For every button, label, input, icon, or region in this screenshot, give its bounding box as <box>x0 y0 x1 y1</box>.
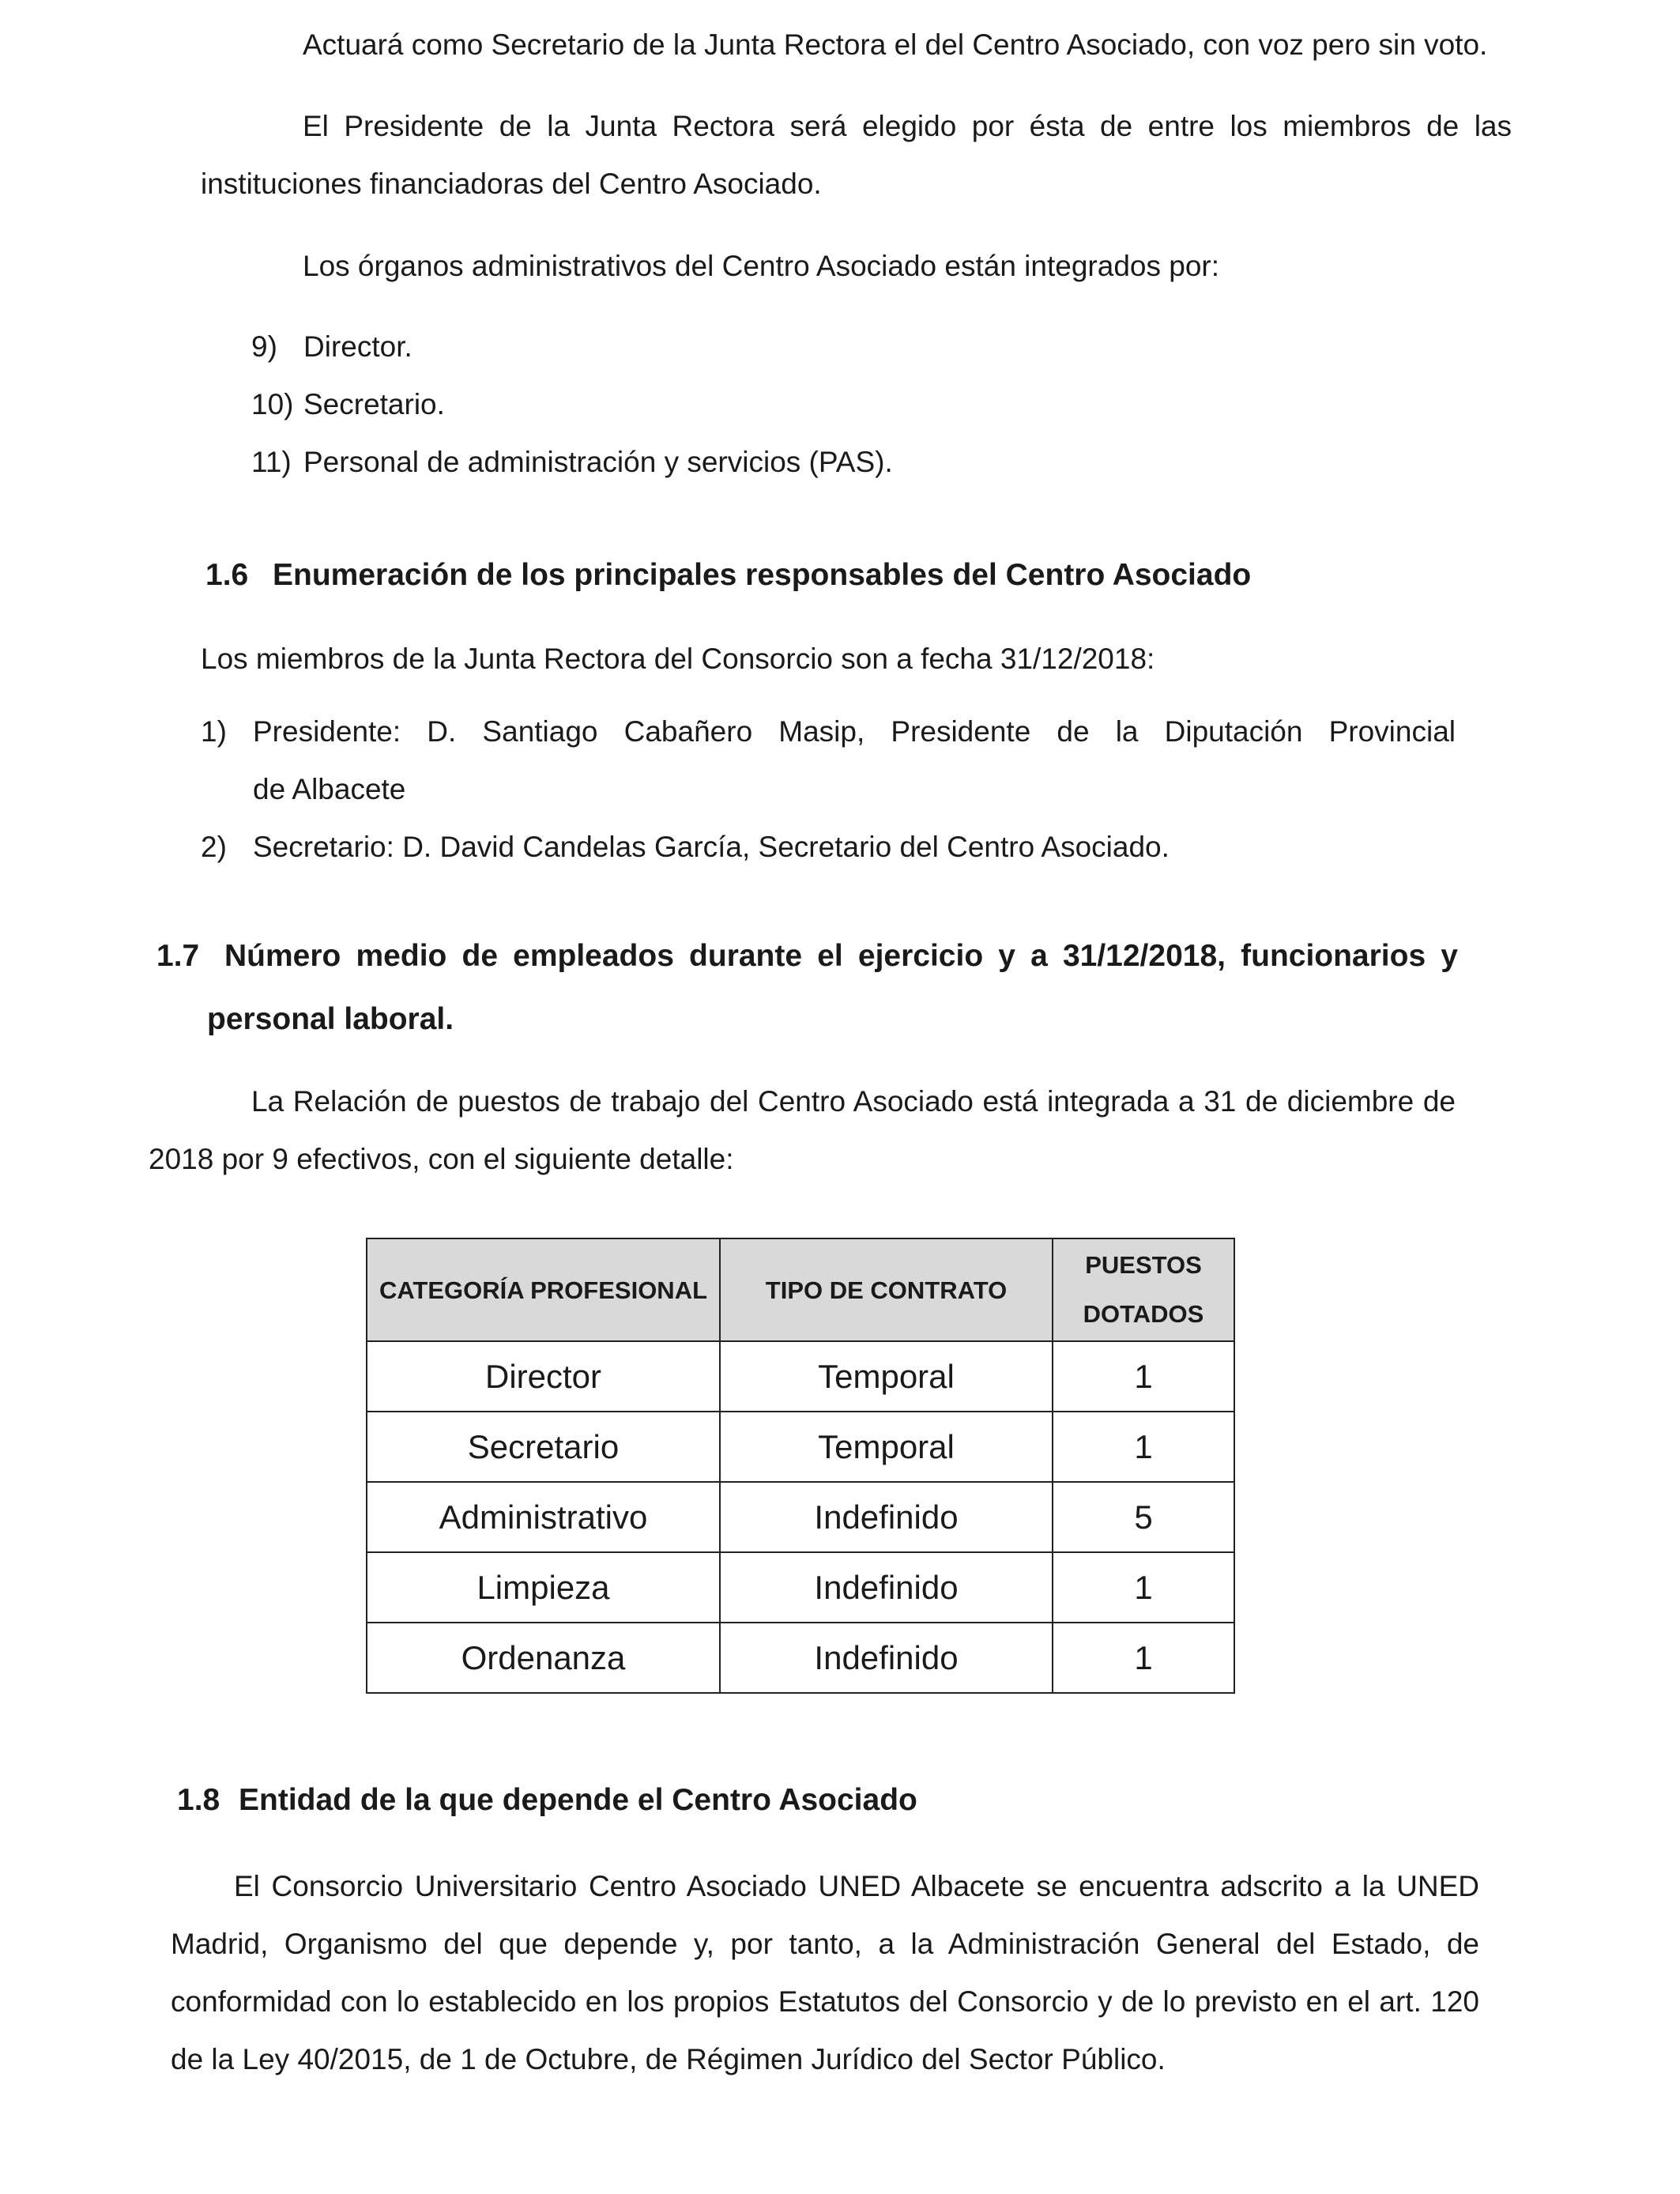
table-row <box>367 1482 1234 1552</box>
column-header: CATEGORÍA PROFESIONAL <box>367 1238 720 1341</box>
paragraph-presidente-line1: El Presidente de la Junta Rectora será elegido por ésta de entre los miembros de las <box>303 110 1512 142</box>
section-number: 1.6 <box>205 558 249 592</box>
table-row <box>367 1623 1234 1693</box>
table-cell: Indefinido <box>720 1623 1053 1693</box>
table-cell: Temporal <box>720 1341 1053 1412</box>
table-cell: Administrativo <box>367 1482 720 1552</box>
section-heading: Entidad de la que depende el Centro Asociado <box>239 1783 917 1817</box>
list-item: Personal de administración y servicios (PAS). <box>303 446 893 478</box>
section-number: 1.8 <box>177 1783 220 1817</box>
table-cell: Director <box>367 1341 720 1412</box>
column-header-line: DOTADOS <box>1083 1300 1204 1328</box>
puestos-table <box>366 1238 1235 1694</box>
section-paragraph-line1: La Relación de puestos de trabajo del Centro Asociado está integrada a 31 de diciembre de <box>251 1085 1456 1118</box>
table-cell: 1 <box>1053 1623 1234 1693</box>
list-item: Presidente: D. Santiago Cabañero Masip, Presidente de la Diputación Provincial <box>253 715 1456 748</box>
list-item: Director. <box>303 330 412 363</box>
list-item-number: 1) <box>201 715 227 748</box>
table-cell: Indefinido <box>720 1552 1053 1623</box>
section-paragraph-line: El Consorcio Universitario Centro Asociado UNED Albacete se encuentra adscrito a la UNED <box>234 1870 1479 1902</box>
table-cell: 1 <box>1053 1412 1234 1482</box>
table-cell: 1 <box>1053 1341 1234 1412</box>
section-paragraph-line: de la Ley 40/2015, de 1 de Octubre, de Régimen Jurídico del Sector Público. <box>171 2043 1166 2075</box>
column-header-line: PUESTOS <box>1085 1251 1202 1279</box>
table-cell: Limpieza <box>367 1552 720 1623</box>
column-header <box>1053 1238 1234 1341</box>
table-cell: 5 <box>1053 1482 1234 1552</box>
table-cell: Indefinido <box>720 1482 1053 1552</box>
column-header: TIPO DE CONTRATO <box>720 1238 1053 1341</box>
section-intro: Los miembros de la Junta Rectora del Consorcio son a fecha 31/12/2018: <box>201 643 1155 675</box>
table-row <box>367 1552 1234 1623</box>
list-item-continuation: de Albacete <box>253 773 406 805</box>
section-heading: Enumeración de los principales responsables del Centro Asociado <box>273 558 1252 592</box>
table-cell: Ordenanza <box>367 1623 720 1693</box>
section-heading: Número medio de empleados durante el ejercicio y a 31/12/2018, funcionarios y <box>224 939 1458 973</box>
section-number: 1.7 <box>156 939 200 973</box>
paragraph-secretario: Actuará como Secretario de la Junta Rectora el del Centro Asociado, con voz pero sin voto. <box>303 28 1488 61</box>
table-row <box>367 1412 1234 1482</box>
list-item-number: 11) <box>251 446 292 478</box>
table-cell: 1 <box>1053 1552 1234 1623</box>
table-cell: Temporal <box>720 1412 1053 1482</box>
list-item-number: 2) <box>201 831 227 863</box>
section-paragraph-line2: 2018 por 9 efectivos, con el siguiente detalle: <box>149 1143 734 1175</box>
list-item: Secretario. <box>303 388 445 420</box>
section-heading-continuation: personal laboral. <box>207 1002 454 1036</box>
table-cell: Secretario <box>367 1412 720 1482</box>
paragraph-organos: Los órganos administrativos del Centro Asociado están integrados por: <box>303 250 1220 282</box>
table-row <box>367 1341 1234 1412</box>
section-paragraph-line: conformidad con lo establecido en los propios Estatutos del Consorcio y de lo previsto en el art. 120 <box>171 1985 1479 2018</box>
table-header-row <box>367 1238 1234 1341</box>
list-item: Secretario: D. David Candelas García, Secretario del Centro Asociado. <box>253 831 1170 863</box>
list-item-number: 10) <box>251 388 294 420</box>
paragraph-presidente-line2: instituciones financiadoras del Centro Asociado. <box>201 168 822 200</box>
section-paragraph-line: Madrid, Organismo del que depende y, por tanto, a la Administración General del Estado, de <box>171 1928 1479 1960</box>
list-item-number: 9) <box>251 330 277 363</box>
